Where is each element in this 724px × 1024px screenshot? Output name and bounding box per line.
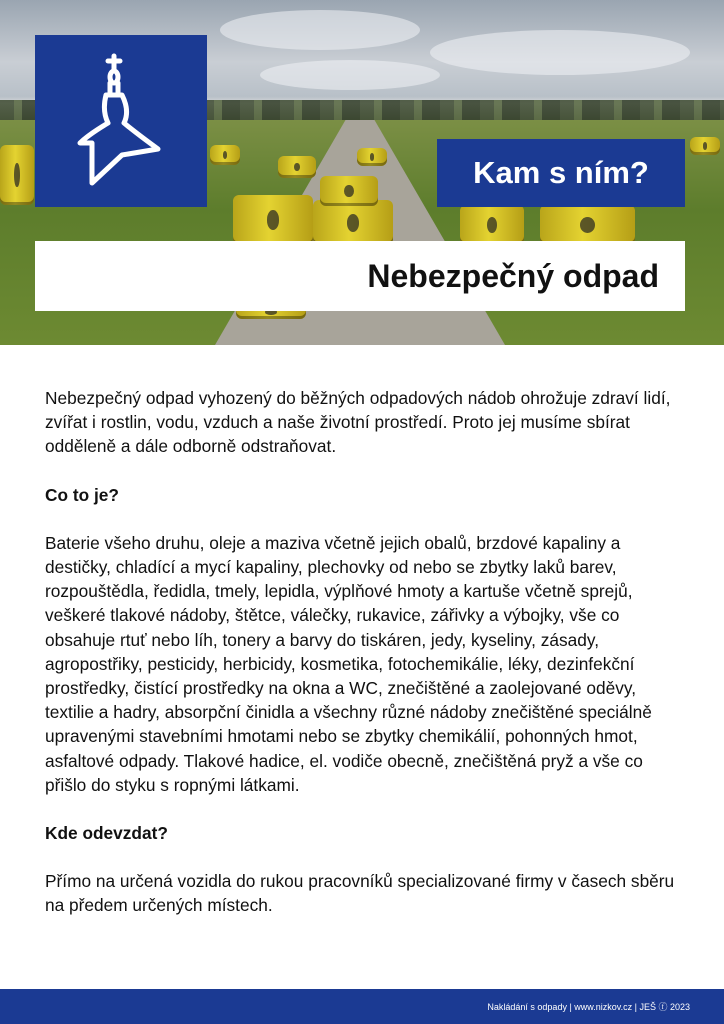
cloud [430,30,690,75]
footer-text: Nakládání s odpady | www.nizkov.cz | JEŠ ⓕ 2023 [487,1002,690,1012]
footer-bar [0,989,724,1024]
barrel [357,148,387,166]
barrel [313,200,393,245]
barrel [278,156,316,178]
church-tower-icon [66,51,176,191]
barrel [690,137,720,155]
cloud [220,10,420,50]
hero-image [0,0,724,345]
intro-paragraph: Nebezpečný odpad vyhozený do běžných odpadových nádob ohrožuje zdraví lidí, zvířat i rostlin, vodu, vzduch a naše životní prostředí. Proto jej musíme sbírat odděleně a dále odborně odstraňovat. [45,388,671,457]
barrel [210,145,240,165]
section-heading-what: Co to je? [45,484,119,505]
kicker-banner: Kam s ním? [437,139,685,207]
page-title: Nebezpečný odpad [35,241,685,311]
section-heading-where: Kde odevzdat? [45,823,168,844]
cloud [260,60,440,90]
barrel [0,145,34,205]
section-text-where: Přímo na určená vozidla do rukou pracovníků specializované firmy v časech sběru na předem určených místech. [45,871,675,916]
barrel [540,205,635,245]
barrel [320,176,378,206]
barrel [460,205,524,245]
main-content [45,386,685,942]
barrel [233,195,313,245]
section-text-what: Baterie všeho druhu, oleje a maziva včetně jejich obalů, brzdové kapaliny a destičky, chladící a mycí kapaliny, plechovky od nebo se zbytky laků barev, rozpouštědla, ředidla, tmely, lepidla, výplňové hmoty a kartuše včetně sprejů, veškeré tlakové nádoby, štětce, válečky, rukavice, zářivky a výbojky, vše co obsahuje rtuť nebo líh, tonery a barvy do tiskáren, jedy, kyseliny, zásady, agropostřiky, pesticidy, herbicidy, kosmetika, fotochemikálie, léky, dezinfekční prostředky, čistící prostředky na okna a WC, znečištěné a zaolejované oděvy, textilie a hadry, absorpční činidla a všechny různé nádoby znečištěné speciálně upravenými stavebními hmotami nebo se zbytky chemikálií, pohonných hmot, asfaltové odpady. Tlakové hadice, el. vodiče obecně, znečištěná pryž a vše co přišlo do styku s ropnými látkami. [45,532,652,795]
municipality-logo [35,35,207,207]
